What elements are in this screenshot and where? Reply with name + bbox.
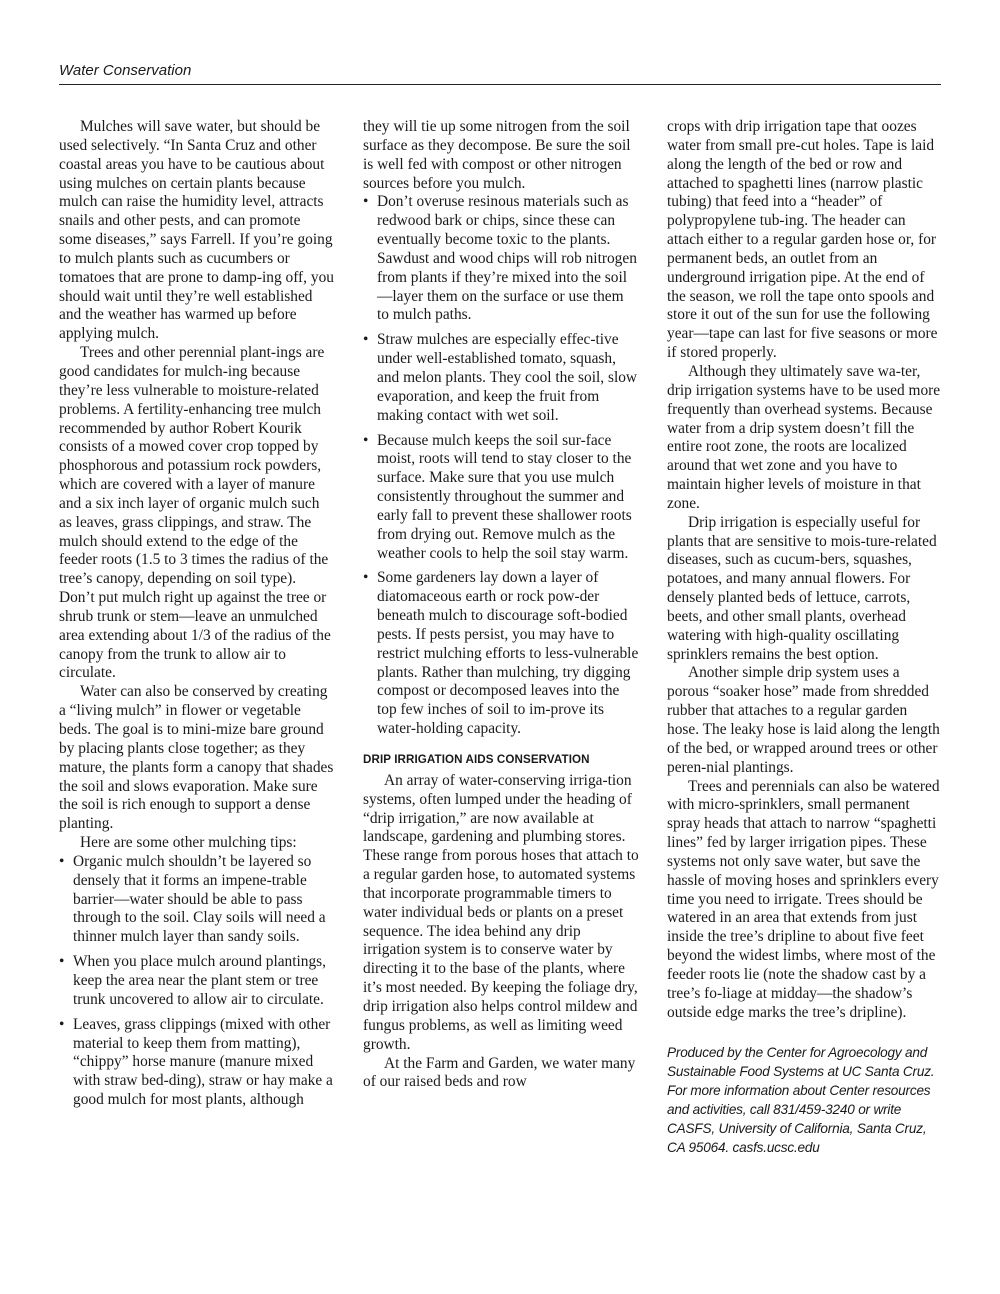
list-item: • When you place mulch around plantings, keep the area near the plant stem or tree trunk uncovered to allow air to circulate. (59, 953, 335, 1010)
paragraph: An array of water-conserving irriga-tion systems, often lumped under the heading of “drip irrigation,” are now available at landscape, gardening and plumbing stores. These range from porous hoses that attach to a regular garden hose, to automated systems that incorporate programmable timers to water individual beds or plants on a preset sequence. The idea behind any drip irrigation system is to conserve water by directing it to the base of the plants, where it’s most needed. By keeping the foliage dry, drip irrigation also helps control mildew and fungus problems, as well as limiting weed growth. (363, 771, 639, 1053)
list-item: • Because mulch keeps the soil sur-face moist, roots will tend to stay closer to the surface. Make sure that you use mulch consistently throughout the summer and early fall to prevent these shallower roots from drying out. Remove mulch as the weather cools to help the soil stay warm. (363, 432, 639, 564)
column-2 (363, 118, 639, 1092)
paragraph-continued: crops with drip irrigation tape that oozes water from small pre-cut holes. Tape is laid along the length of the bed or row and attached to spaghetti lines (narrow plastic tubing) that feed into a “header” of polypropylene tub-ing. The header can attach either to a regular garden hose or, for permanent beds, an outlet from an underground irrigation pipe. At the end of the season, we roll the tape onto spools and store it out of the sun for use the following year—tape can last for five seasons or more if stored properly. (667, 118, 938, 362)
column-3 (667, 118, 943, 1157)
column-1 (59, 118, 335, 1116)
section-heading: DRIP IRRIGATION AIDS CONSERVATION (363, 753, 590, 766)
list-item: • Some gardeners lay down a layer of diatomaceous earth or rock pow-der beneath mulch to discourage soft-bodied pests. If pests persist, you may have to restrict mulching efforts to less-vulnerable plants. Rather than mulching, try digging compost or decomposed leaves into the top few inches of soil to im-prove its water-holding capacity. (363, 569, 639, 739)
list-item: • Organic mulch shouldn’t be layered so densely that it forms an impene-trable barrier—water should be able to pass through to the soil. Clay soils will need a thinner mulch layer than sandy soils. (59, 853, 335, 947)
mulching-tips-list-continued (363, 193, 639, 739)
paragraph: At the Farm and Garden, we water many of our raised beds and row (363, 1054, 636, 1091)
paragraph: Mulches will save water, but should be used selectively. “In Santa Cruz and other coastal areas you have to be cautious about using mulches on certain plants because mulch can raise the humidity level, attracts snails and other pests, and can promote some diseases,” says Farrell. If you’re going to mulch plants such as cucumbers or tomatoes that are prone to damp-ing off, you should wait until they’re well established and the weather has warmed up before applying mulch. (59, 118, 334, 343)
list-item: • Straw mulches are especially effec-tive under well-established tomato, squash, and melon plants. They cool the soil, slow evaporation, and keep the fruit from making contact with wet soil. (363, 331, 639, 425)
paragraph: Trees and perennials can also be watered with micro-sprinklers, small permanent spray heads that attach to narrow “spaghetti lines” fed by larger irrigation pipes. These systems not only save water, but save the hassle of moving hoses and sprinklers every time you need to irrigate. Trees should be watered in an area that extends from just inside the tree’s dripline to about five feet beyond the widest limbs, where most of the feeder roots lie (note the shadow cast by a tree’s fo-liage at midday—the shadow’s outside edge marks the tree’s dripline). (667, 777, 940, 1021)
paragraph: Drip irrigation is especially useful for plants that are sensitive to mois-ture-related diseases, such as cucum-bers, squashes, potatoes, and many annual flowers. For densely planted beds of lettuce, carrots, beets, and other small plants, overhead watering with high-quality oscillating sprinklers remains the best option. (667, 513, 937, 663)
section-title: Water Conservation (59, 62, 192, 79)
list-item: • Don’t overuse resinous materials such as redwood bark or chips, since these can eventually become toxic to the plants. Sawdust and wood chips will rob nitrogen from plants if they’re mixed into the soil —layer them on the surface or use them to mulch paths. (363, 193, 639, 325)
paragraph: Although they ultimately save wa-ter, drip irrigation systems have to be used more frequently than overhead systems. Because water from a drip system doesn’t fill the entire root zone, the roots are localized around that wet zone and you have to maintain higher levels of moisture in that zone. (667, 362, 941, 512)
credit-note: Produced by the Center for Agroecology and Sustainable Food Systems at UC Santa Cruz. For more information about Center resources and activities, call 831/459-3240 or write CASFS, University of California, Santa Cruz, CA 95064. casfs.ucsc.edu (667, 1044, 935, 1155)
paragraph: Water can also be conserved by creating a “living mulch” in flower or vegetable beds. The goal is to mini-mize bare ground by placing plants close together; as they mature, the plants form a canopy that shades the soil and slows evaporation. Make sure the soil is rich enough to support a dense planting. (59, 683, 334, 833)
paragraph: Here are some other mulching tips: (80, 834, 297, 852)
list-item: • Leaves, grass clippings (mixed with other material to keep them from matting), “chippy” horse manure (manure mixed with straw bed-ding), straw or hay make a good mulch for most plants, although (59, 1016, 335, 1110)
paragraph: Another simple drip system uses a porous “soaker hose” made from shredded rubber that attaches to a regular garden hose. The leaky hose is laid along the length of the bed, or wrapped around trees or other peren-nial plantings. (667, 664, 940, 776)
mulching-tips-list (59, 853, 335, 1110)
paragraph-continued: they will tie up some nitrogen from the soil surface as they decompose. Be sure the soil is well fed with compost or other nitrogen sources before you mulch. (363, 118, 631, 192)
paragraph: Trees and other perennial plant-ings are good candidates for mulch-ing because they’re less vulnerable to moisture-related problems. A fertility-enhancing tree mulch recommended by author Robert Kourik consists of a mowed cover crop topped by phosphorous and potassium rock powders, which are covered with a layer of manure and a six inch layer of organic mulch such as leaves, grass clippings, and straw. The mulch should extend to the edge of the feeder roots (1.5 to 3 times the radius of the tree’s canopy, depending on soil type). Don’t put mulch right up against the tree or shrub trunk or stem—leave an unmulched area extending about 1/3 of the radius of the canopy from the trunk to allow air to circulate. (59, 344, 331, 682)
running-header (59, 62, 941, 85)
